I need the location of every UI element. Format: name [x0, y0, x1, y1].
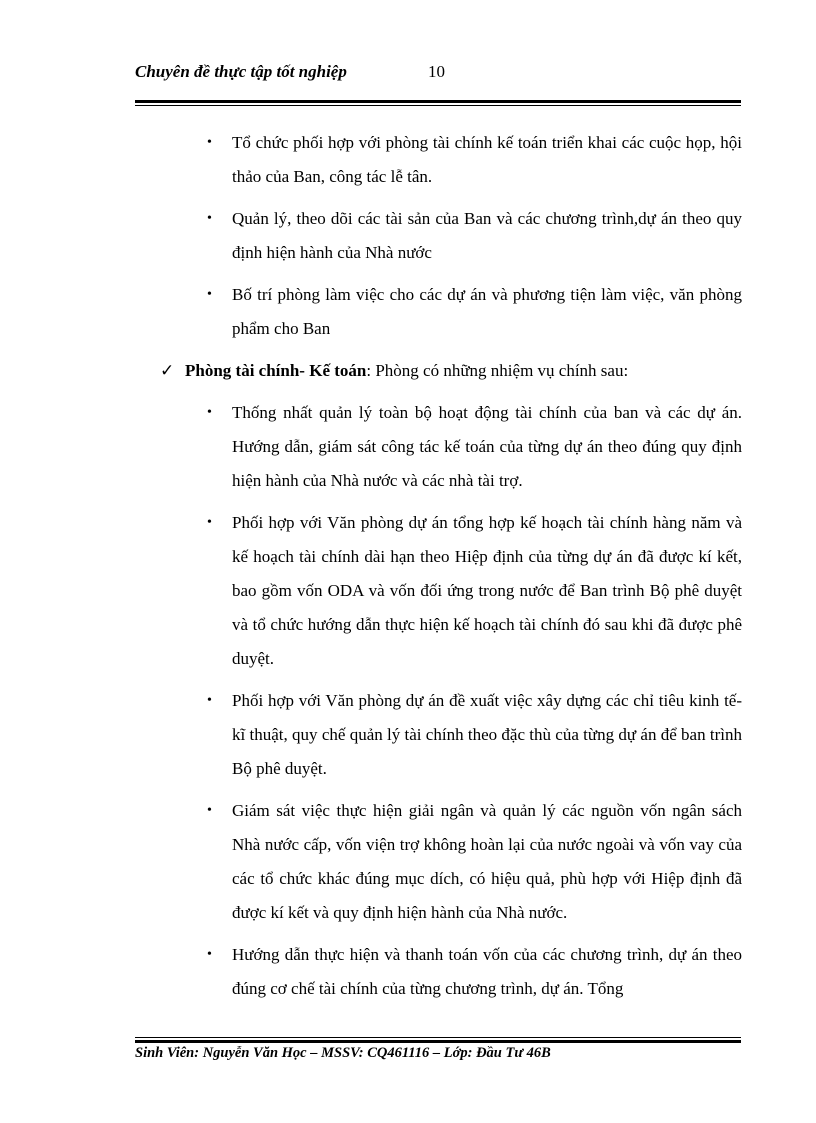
list-item — [160, 126, 742, 194]
list-item — [160, 278, 742, 346]
bullet-icon: • — [207, 515, 212, 530]
page-number: 10 — [428, 62, 445, 81]
list-item-text: Hướng dẫn thực hiện và thanh toán vốn của các chương trình, dự án theo đúng cơ chế tài chính của từng chương trình, dự án. Tổng — [232, 945, 742, 998]
list-item-text: Tổ chức phối hợp với phòng tài chính kế toán triển khai các cuộc họp, hội thảo của Ban, công tác lễ tân. — [232, 133, 742, 186]
footer-rule-thin — [135, 1037, 741, 1038]
list-item — [160, 684, 742, 786]
page-body — [160, 126, 742, 1014]
bullet-icon: • — [207, 803, 212, 818]
list-item — [160, 396, 742, 498]
bullet-icon: • — [207, 135, 212, 150]
list-item-text: Quản lý, theo dõi các tài sản của Ban và các chương trình,dự án theo quy định hiện hành của Nhà nước — [232, 209, 742, 262]
list-item — [160, 938, 742, 1006]
footer-rule-thick — [135, 1040, 741, 1043]
list-item-text: Giám sát việc thực hiện giải ngân và quản lý các nguồn vốn ngân sách Nhà nước cấp, vốn viện trợ không hoàn lại của nước ngoài và vốn vay của các tổ chức khác đúng mục dích, có hiệu quả, phù hợp với Hiệp định đã được kí kết và quy định hiện hành của Nhà nước. — [232, 801, 742, 922]
section-heading — [160, 354, 742, 388]
header-rule-thick — [135, 100, 741, 103]
list-item-text: Phối hợp với Văn phòng dự án tổng hợp kế hoạch tài chính hàng năm và kế hoạch tài chính dài hạn theo Hiệp định của từng dự án đã được kí kết, bao gồm vốn ODA và vốn đối ứng trong nước để Ban trình Bộ phê duyệt và tổ chức hướng dẫn thực hiện kế hoạch tài chính đó sau khi đã được phê duyệt. — [232, 513, 742, 668]
list-item-text: Thống nhất quản lý toàn bộ hoạt động tài chính của ban và các dự án. Hướng dẫn, giám sát công tác kế toán của từng dự án theo đúng quy định hiện hành của Nhà nước và các nhà tài trợ. — [232, 403, 742, 490]
checkmark-icon: ✓ — [160, 361, 175, 381]
list-item-text: Bố trí phòng làm việc cho các dự án và phương tiện làm việc, văn phòng phẩm cho Ban — [232, 285, 742, 338]
section-intro: : Phòng có những nhiệm vụ chính sau: — [366, 361, 629, 380]
list-item-text: Phối hợp với Văn phòng dự án đề xuất việc xây dựng các chỉ tiêu kinh tế- kĩ thuật, quy chế quản lý tài chính theo đặc thù của từng dự án để ban trình Bộ phê duyệt. — [232, 691, 742, 778]
list-item — [160, 202, 742, 270]
list-item — [160, 506, 742, 676]
bullet-icon: • — [207, 405, 212, 420]
bullet-icon: • — [207, 947, 212, 962]
page-footer: Sinh Viên: Nguyễn Văn Học – MSSV: CQ461116 – Lớp: Đầu Tư 46B — [135, 1045, 551, 1061]
header-rule-thin — [135, 105, 741, 106]
bullet-icon: • — [207, 693, 212, 708]
page-header — [135, 58, 741, 88]
section-title: Phòng tài chính- Kế toán — [185, 361, 367, 380]
bullet-icon: • — [207, 287, 212, 302]
bullet-icon: • — [207, 211, 212, 226]
header-title: Chuyên đề thực tập tốt nghiệp — [135, 62, 347, 81]
list-item — [160, 794, 742, 930]
